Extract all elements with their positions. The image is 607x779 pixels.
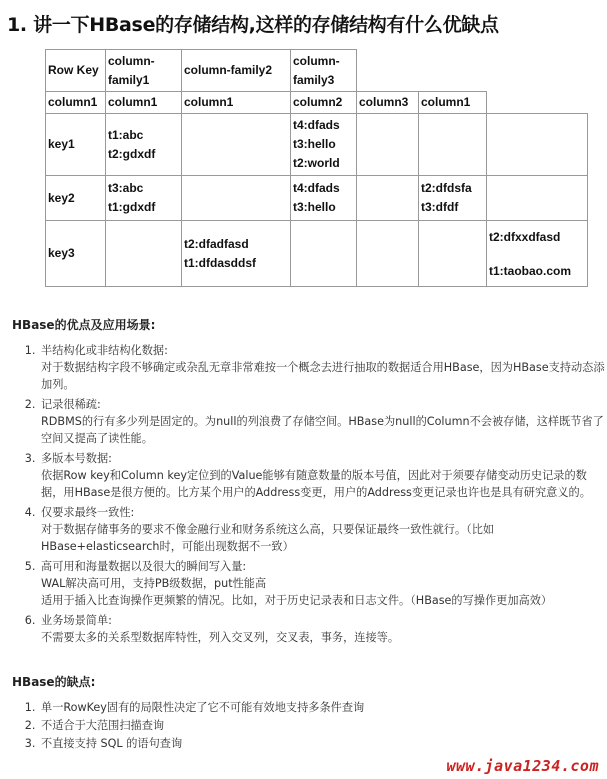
cell-value: t2:gdxdf xyxy=(108,146,156,161)
watermark: www.java1234.com xyxy=(446,757,599,775)
table-cell xyxy=(419,176,487,221)
table-cell xyxy=(182,221,291,287)
item-title: 1. 半结构化或非结构化数据: xyxy=(41,344,168,357)
table-cell xyxy=(106,221,182,287)
item-title: 5. 高可用和海量数据以及很大的瞬间写入量: xyxy=(41,560,247,573)
list-item xyxy=(39,342,607,393)
cell-value: t1:gdxdf xyxy=(108,200,156,214)
header-cf1-line: column- xyxy=(108,53,155,68)
item-title: 2. 记录很稀疏: xyxy=(41,398,101,411)
table-row xyxy=(46,221,588,287)
table-cell xyxy=(182,114,291,176)
item-desc: 对于数据存储事务的要求不像金融行业和财务系统这么高，只要保证最终一致性就行。（比如HBase+elasticsearch时，可能出现数据不一致） xyxy=(41,523,495,553)
hbase-storage-table xyxy=(45,49,588,287)
table-cell xyxy=(291,221,357,287)
list-item: 2. 不适合于大范围扫描查询 xyxy=(39,717,607,734)
disadvantages-list xyxy=(24,699,607,753)
cell-value: t4:dfads xyxy=(293,181,340,195)
row-key-cell: key2 xyxy=(46,176,106,221)
list-item xyxy=(39,504,607,555)
table-cell xyxy=(419,114,487,176)
header-cf3-line: family3 xyxy=(293,72,335,87)
cell-value: t3:dfdf xyxy=(421,200,459,214)
cell-value: t2:dfadfasd xyxy=(184,236,249,251)
table-row xyxy=(46,114,588,176)
subheader-cell: column2 xyxy=(291,92,357,114)
row-key-cell: key1 xyxy=(46,114,106,176)
header-column-family2: column-family2 xyxy=(182,50,291,92)
list-item: 3. 不直接支持 SQL 的语句查询 xyxy=(39,735,607,752)
cell-value: t4:dfads xyxy=(293,118,340,132)
cell-value: t3:hello xyxy=(293,137,336,151)
cell-value: t1:taobao.com xyxy=(489,263,572,278)
table-cell xyxy=(487,114,588,176)
item-title: 4. 仅要求最终一致性: xyxy=(41,506,135,519)
cell-value: t1:dfdasddsf xyxy=(184,255,256,270)
item-title: 3. 多版本号数据: xyxy=(41,452,112,465)
table-row xyxy=(46,176,588,221)
item-title: 6. 业务场景简单: xyxy=(41,614,112,627)
header-row-key: Row Key xyxy=(46,50,106,92)
disadvantages-heading: HBase的缺点: xyxy=(12,675,96,689)
table-cell xyxy=(106,114,182,176)
table-cell xyxy=(291,176,357,221)
table-cell xyxy=(357,114,419,176)
table-cell xyxy=(357,176,419,221)
subheader-cell: column1 xyxy=(106,92,182,114)
header-cf3-line: column- xyxy=(293,53,340,68)
header-column-family1 xyxy=(106,50,182,92)
cell-value: t2:dfdsfa xyxy=(421,181,472,195)
list-item: 1. 单一RowKey固有的局限性决定了它不可能有效地支持多条件查询 xyxy=(39,699,607,716)
table-cell xyxy=(357,221,419,287)
cell-value: t2:dfxxdfasd xyxy=(489,229,561,244)
item-desc: 对于数据结构字段不够确定或杂乱无章非常难按一个概念去进行抽取的数据适合用HBase，因为HBase支持动态添加列。 xyxy=(41,361,605,391)
table-header-row xyxy=(46,50,588,92)
item-desc: 不需要太多的关系型数据库特性，列入交叉列，交叉表，事务，连接等。 xyxy=(41,631,400,644)
cell-value: t2:world xyxy=(293,156,340,170)
item-desc: RDBMS的行有多少列是固定的。为null的列浪费了存储空间。HBase为null的Column不会被存储，这样既节省了空间又提高了读性能。 xyxy=(41,415,604,445)
item-desc: 依据Row key和Column key定位到的Value能够有随意数量的版本号值，因此对于须要存储变动历史记录的数据，用HBase是很方便的。比方某个用户的Address变更，用户的Address变更记录也许也是具有研究意义的。 xyxy=(41,469,591,499)
table-cell xyxy=(291,114,357,176)
advantages-list xyxy=(24,342,607,649)
list-item xyxy=(39,558,607,609)
item-desc: WAL解决高可用，支持PB级数据，put性能高 适用于插入比查询操作更频繁的情况。比如，对于历史记录表和日志文件。（HBase的写操作更加高效） xyxy=(41,577,553,607)
table-cell xyxy=(106,176,182,221)
subheader-cell: column1 xyxy=(419,92,487,114)
cell-value: t3:abc xyxy=(108,181,144,195)
table-cell xyxy=(487,221,588,287)
cell-value: t3:hello xyxy=(293,200,336,214)
row-key-cell: key3 xyxy=(46,221,106,287)
page-title: 1. 讲一下HBase的存储结构,这样的存储结构有什么优缺点 xyxy=(7,14,499,36)
subheader-cell: column1 xyxy=(46,92,106,114)
table-cell xyxy=(419,221,487,287)
cell-value: t1:abc xyxy=(108,127,144,142)
list-item xyxy=(39,612,607,646)
header-column-family3 xyxy=(291,50,357,92)
advantages-heading: HBase的优点及应用场景: xyxy=(12,318,156,332)
subheader-cell: column3 xyxy=(357,92,419,114)
table-cell xyxy=(487,176,588,221)
header-cf1-line: family1 xyxy=(108,72,150,87)
subheader-cell: column1 xyxy=(182,92,291,114)
list-item xyxy=(39,450,607,501)
table-cell xyxy=(182,176,291,221)
table-subheader-row xyxy=(46,92,588,114)
list-item xyxy=(39,396,607,447)
